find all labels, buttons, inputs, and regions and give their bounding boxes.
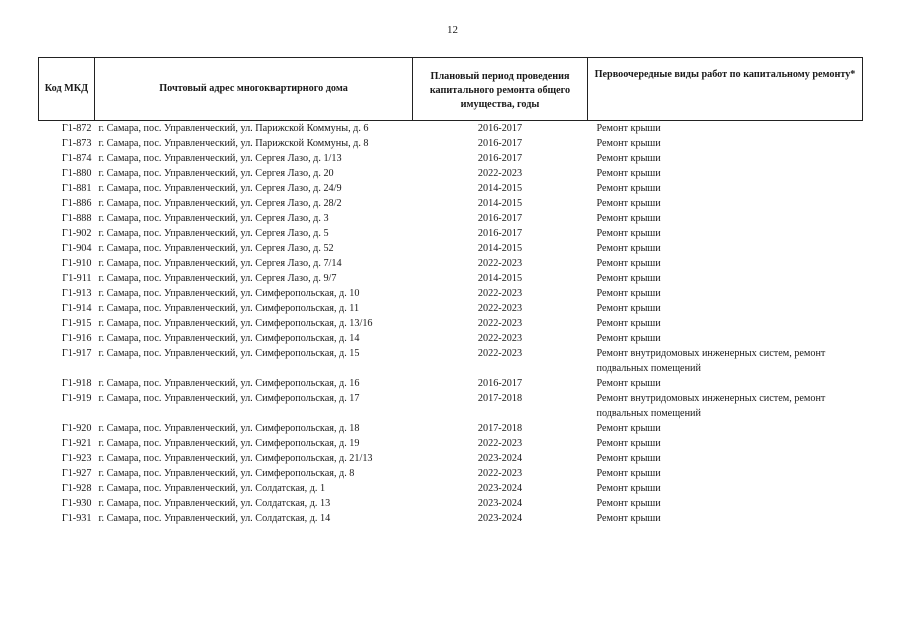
row-code: Г1-918	[61, 378, 92, 389]
row-code: Г1-919	[61, 393, 92, 404]
row-code: Г1-910	[61, 258, 92, 269]
row-address: г. Самара, пос. Управленческий, ул. Сергея Лазо, д. 28/2	[98, 198, 342, 209]
table-row	[39, 256, 863, 271]
row-code: Г1-874	[61, 153, 92, 164]
table-body	[39, 121, 863, 527]
table-row	[39, 226, 863, 241]
table-row	[39, 211, 863, 226]
table-row	[39, 511, 863, 526]
row-works: Ремонт крыши	[596, 228, 661, 239]
table-row	[39, 286, 863, 301]
row-works: Ремонт крыши	[596, 258, 661, 269]
header-address: Почтовый адрес многоквартирного дома	[95, 58, 413, 121]
row-period: 2014-2015	[477, 243, 523, 254]
row-works: Ремонт крыши	[596, 123, 661, 134]
row-period: 2022-2023	[477, 468, 523, 479]
table-row	[39, 376, 863, 391]
table-row	[39, 421, 863, 436]
header-row	[39, 58, 863, 121]
row-works: Ремонт крыши	[596, 153, 661, 164]
row-period: 2023-2024	[477, 453, 523, 464]
row-address: г. Самара, пос. Управленческий, ул. Сергея Лазо, д. 20	[98, 168, 334, 179]
header-code: Код МКД	[39, 58, 95, 121]
row-address: г. Самара, пос. Управленческий, ул. Симферопольская, д. 14	[98, 333, 360, 344]
page-number: 12	[447, 24, 458, 36]
row-period: 2014-2015	[477, 198, 523, 209]
row-code: Г1-913	[61, 288, 92, 299]
row-code: Г1-923	[61, 453, 92, 464]
row-address: г. Самара, пос. Управленческий, ул. Симферопольская, д. 11	[98, 303, 360, 314]
row-code: Г1-888	[61, 213, 92, 224]
table-row	[39, 316, 863, 331]
row-works: Ремонт крыши	[596, 453, 661, 464]
row-period: 2016-2017	[477, 213, 523, 224]
row-code: Г1-921	[61, 438, 92, 449]
table-row	[39, 121, 863, 137]
row-works: Ремонт крыши	[596, 423, 661, 434]
row-works: Ремонт крыши	[596, 288, 661, 299]
row-period: 2016-2017	[477, 228, 523, 239]
row-works: Ремонт крыши	[596, 168, 661, 179]
row-address: г. Самара, пос. Управленческий, ул. Сергея Лазо, д. 9/7	[98, 273, 337, 284]
row-works: Ремонт крыши	[596, 303, 661, 314]
row-period: 2014-2015	[477, 273, 523, 284]
table-row	[39, 166, 863, 181]
row-period: 2016-2017	[477, 378, 523, 389]
row-code: Г1-911	[62, 273, 92, 284]
row-code: Г1-930	[61, 498, 92, 509]
row-period: 2016-2017	[477, 123, 523, 134]
row-code: Г1-881	[61, 183, 92, 194]
table-row	[39, 181, 863, 196]
row-address: г. Самара, пос. Управленческий, ул. Солдатская, д. 1	[98, 483, 326, 494]
row-period: 2022-2023	[477, 348, 523, 359]
row-code: Г1-873	[61, 138, 92, 149]
row-code: Г1-916	[61, 333, 92, 344]
row-period: 2017-2018	[477, 423, 523, 434]
row-code: Г1-920	[61, 423, 92, 434]
row-works: Ремонт крыши	[596, 483, 661, 494]
table-row	[39, 151, 863, 166]
row-works: Ремонт крыши	[596, 468, 661, 479]
row-code: Г1-914	[61, 303, 92, 314]
row-works: Ремонт крыши	[596, 183, 661, 194]
row-code: Г1-931	[61, 513, 92, 524]
row-period: 2022-2023	[477, 258, 523, 269]
table-header	[39, 58, 863, 121]
row-code: Г1-886	[61, 198, 92, 209]
housing-register-table	[38, 57, 863, 526]
row-address: г. Самара, пос. Управленческий, ул. Симферопольская, д. 16	[98, 378, 360, 389]
row-address: г. Самара, пос. Управленческий, ул. Солдатская, д. 14	[98, 513, 331, 524]
row-period: 2023-2024	[477, 498, 523, 509]
row-works: Ремонт крыши	[596, 498, 661, 509]
row-works: Ремонт крыши	[596, 333, 661, 344]
table-row	[39, 346, 863, 376]
row-code: Г1-927	[61, 468, 92, 479]
row-works: Ремонт крыши	[596, 378, 661, 389]
row-period: 2022-2023	[477, 318, 523, 329]
header-works: Первоочередные виды работ по капитальному ремонту*	[588, 58, 863, 121]
table-row	[39, 136, 863, 151]
table-row	[39, 391, 863, 421]
table-row	[39, 436, 863, 451]
row-works: Ремонт крыши	[596, 273, 661, 284]
row-address: г. Самара, пос. Управленческий, ул. Сергея Лазо, д. 5	[98, 228, 329, 239]
table-row	[39, 466, 863, 481]
row-code: Г1-880	[61, 168, 92, 179]
table-row	[39, 331, 863, 346]
row-works: Ремонт крыши	[596, 438, 661, 449]
row-address: г. Самара, пос. Управленческий, ул. Сергея Лазо, д. 24/9	[98, 183, 342, 194]
row-period: 2023-2024	[477, 513, 523, 524]
row-code: Г1-917	[61, 348, 92, 359]
table-row	[39, 481, 863, 496]
row-works: Ремонт крыши	[596, 243, 661, 254]
row-works: Ремонт внутридомовых инженерных систем, ремонт подвальных помещений	[596, 393, 826, 419]
row-address: г. Самара, пос. Управленческий, ул. Парижской Коммуны, д. 8	[98, 138, 369, 149]
row-code: Г1-902	[61, 228, 92, 239]
row-works: Ремонт крыши	[596, 198, 661, 209]
row-address: г. Самара, пос. Управленческий, ул. Симферопольская, д. 19	[98, 438, 360, 449]
row-period: 2023-2024	[477, 483, 523, 494]
row-period: 2022-2023	[477, 288, 523, 299]
row-address: г. Самара, пос. Управленческий, ул. Симферопольская, д. 18	[98, 423, 360, 434]
row-address: г. Самара, пос. Управленческий, ул. Симферопольская, д. 10	[98, 288, 360, 299]
row-address: г. Самара, пос. Управленческий, ул. Сергея Лазо, д. 3	[98, 213, 329, 224]
row-works: Ремонт крыши	[596, 318, 661, 329]
row-address: г. Самара, пос. Управленческий, ул. Парижской Коммуны, д. 6	[98, 123, 369, 134]
row-period: 2017-2018	[477, 393, 523, 404]
header-period: Плановый период проведения капитального ремонта общего имущества, годы	[413, 58, 588, 121]
table-row	[39, 241, 863, 256]
row-address: г. Самара, пос. Управленческий, ул. Симферопольская, д. 13/16	[98, 318, 373, 329]
row-period: 2016-2017	[477, 138, 523, 149]
row-works: Ремонт внутридомовых инженерных систем, ремонт подвальных помещений	[596, 348, 826, 374]
table-row	[39, 271, 863, 286]
row-period: 2022-2023	[477, 333, 523, 344]
row-address: г. Самара, пос. Управленческий, ул. Симферопольская, д. 21/13	[98, 453, 373, 464]
row-code: Г1-872	[61, 123, 92, 134]
row-address: г. Самара, пос. Управленческий, ул. Симферопольская, д. 15	[98, 348, 360, 359]
row-code: Г1-928	[61, 483, 92, 494]
row-address: г. Самара, пос. Управленческий, ул. Сергея Лазо, д. 52	[98, 243, 334, 254]
row-period: 2016-2017	[477, 153, 523, 164]
row-code: Г1-915	[61, 318, 92, 329]
row-period: 2022-2023	[477, 303, 523, 314]
row-works: Ремонт крыши	[596, 138, 661, 149]
row-period: 2022-2023	[477, 438, 523, 449]
row-works: Ремонт крыши	[596, 513, 661, 524]
row-period: 2014-2015	[477, 183, 523, 194]
table-row	[39, 196, 863, 211]
row-address: г. Самара, пос. Управленческий, ул. Сергея Лазо, д. 1/13	[98, 153, 342, 164]
row-code: Г1-904	[61, 243, 92, 254]
table-row	[39, 451, 863, 466]
table-row	[39, 496, 863, 511]
row-address: г. Самара, пос. Управленческий, ул. Сергея Лазо, д. 7/14	[98, 258, 342, 269]
row-works: Ремонт крыши	[596, 213, 661, 224]
row-address: г. Самара, пос. Управленческий, ул. Симферопольская, д. 8	[98, 468, 355, 479]
row-period: 2022-2023	[477, 168, 523, 179]
row-address: г. Самара, пос. Управленческий, ул. Симферопольская, д. 17	[98, 393, 360, 404]
row-address: г. Самара, пос. Управленческий, ул. Солдатская, д. 13	[98, 498, 331, 509]
table-row	[39, 301, 863, 316]
